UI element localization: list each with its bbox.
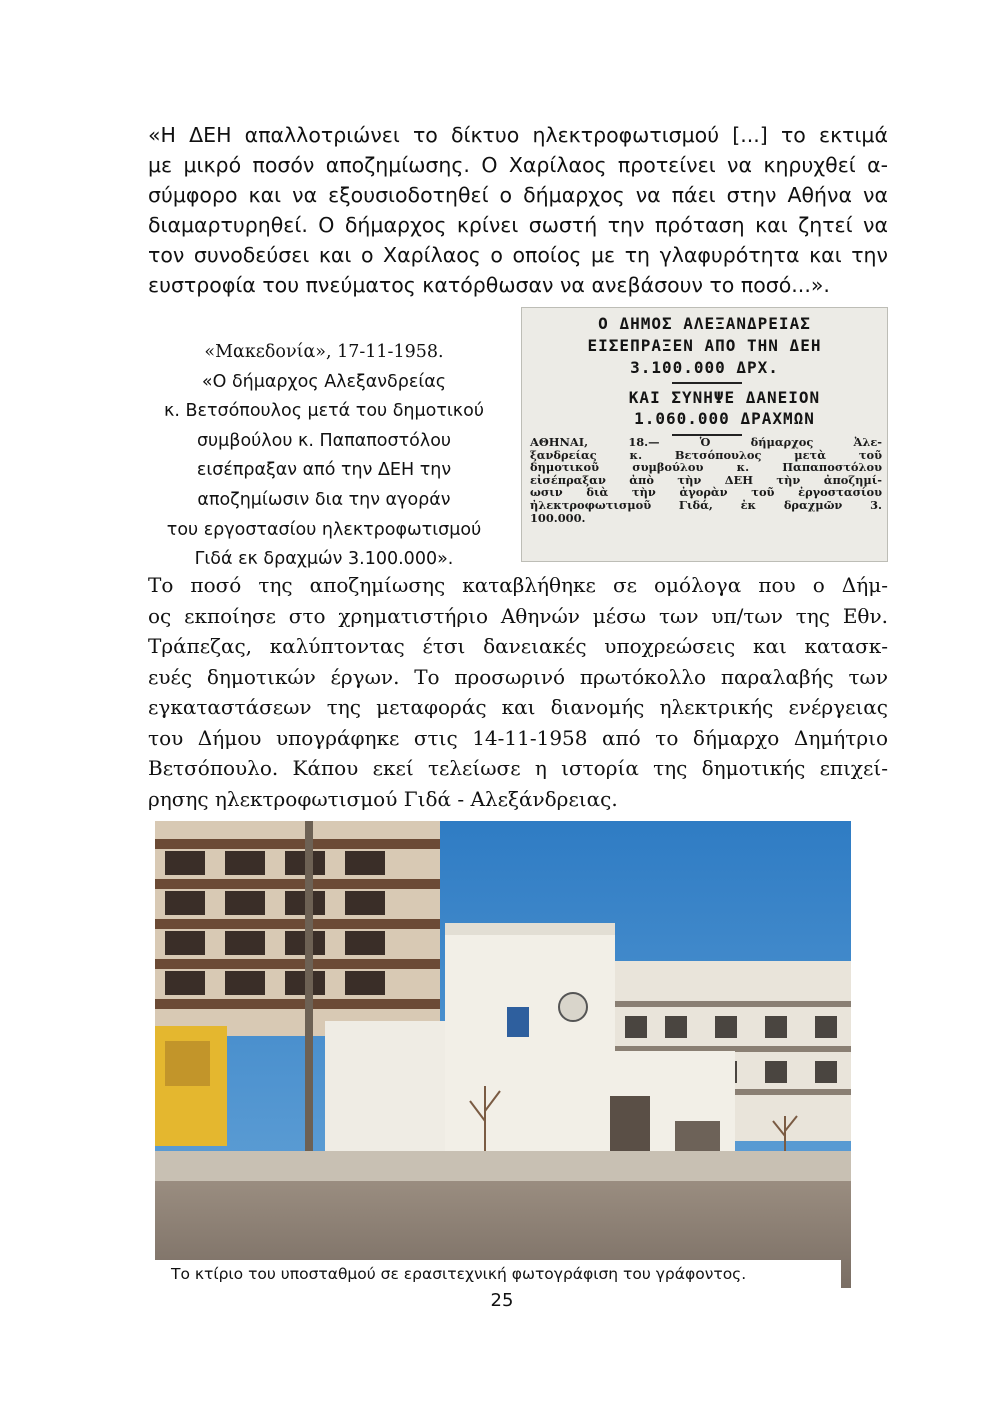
clipping-body-line: δημοτικοῦ συμβούλου κ. Παπαποστόλου bbox=[530, 460, 882, 475]
quote-paragraph bbox=[148, 120, 888, 300]
main-line: Τράπεζας, καλύπτοντας έτσι δανειακές υποχρεώσεις και κατασκ- bbox=[148, 634, 888, 658]
clipping-body-line: ωσιν διὰ τὴν ἀγορὰν τοῦ ἐργοστασίου bbox=[530, 485, 882, 500]
quote-line: ευστροφία του πνεύματος κατόρθωσαν να ανεβάσουν το ποσό...». bbox=[148, 273, 830, 297]
main-paragraph bbox=[148, 570, 888, 814]
caption-line: αποζημίωσιν δια την αγοράν bbox=[197, 489, 451, 510]
clipping-body bbox=[530, 436, 882, 524]
caption-line: εισέπραξαν από την ΔΕΗ την bbox=[196, 460, 452, 481]
main-line: του Δήμου υπογράφηκε στις 14-11-1958 από το δήμαρχο Δημήτριο bbox=[148, 725, 888, 750]
substation-photo-illustration bbox=[155, 821, 851, 1288]
caption-line: «Ο δήμαρχος Αλεξανδρείας bbox=[201, 371, 447, 392]
quote-line: σύμφορο και να εξουσιοδοτηθεί ο δήμαρχος να πάει στην Αθήνα να bbox=[148, 183, 888, 207]
caption-source: «Μακεδονία», 17-11-1958. bbox=[204, 342, 444, 362]
quote-line: τον συνοδεύσει και ο Χαρίλαος ο οποίος με τη γλαφυρότητα και την bbox=[148, 243, 888, 267]
quote-line: διαμαρτυρηθεί. Ο δήμαρχος κρίνει σωστή την πρόταση και ζητεί να bbox=[148, 213, 888, 237]
main-line: ευές δημοτικών έργων. Το προσωρινό πρωτόκολλο παραλαβής των bbox=[148, 664, 888, 689]
clipping-body-line: ἠλεκτροφωτισμοῦ Γιδά, ἐκ δραχμῶν 3. bbox=[530, 497, 882, 512]
clipping-headline-1: Ο ΔΗΜΟΣ ΑΛΕΞΑΝΔΡΕΙΑΣ bbox=[598, 314, 811, 333]
clipping-body-line: εἰσέπραξαν ἀπὸ τὴν ΔΕΗ τὴν ἀποζημί- bbox=[530, 472, 882, 487]
caption-line: του εργοστασίου ηλεκτροφωτισμού bbox=[166, 519, 482, 540]
clipping-headline-3: 3.100.000 ΔΡΧ. bbox=[630, 358, 779, 377]
apartment-block-left bbox=[155, 821, 440, 1036]
main-line: Το ποσό της αποζημίωσης καταβλήθηκε σε ομόλογα που ο Δήμ- bbox=[148, 573, 888, 597]
caption-line: συμβούλου κ. Παπαποστόλου bbox=[196, 430, 452, 451]
caption-line: κ. Βετσόπουλος μετά του δημοτικού bbox=[164, 401, 484, 422]
clipping-headline-5: 1.060.000 ΔΡΑΧΜΩΝ bbox=[634, 409, 815, 428]
clipping-headline-2: ΕΙΣΕΠΡΑΞΕΝ ΑΠΟ ΤΗΝ ΔΕΗ bbox=[587, 336, 822, 355]
main-line: εγκαταστάσεων της μεταφοράς και διανομής ηλεκτρικής ενέργειας bbox=[148, 695, 888, 719]
quote-line: με μικρό ποσόν αποζημίωσης. Ο Χαρίλαος προτείνει να κηρυχθεί α- bbox=[148, 153, 888, 177]
main-line: Βετσόπουλο. Κάπου εκεί τελείωσε η ιστορία της δημοτικής επιχεί- bbox=[148, 756, 888, 780]
page-number: 25 bbox=[490, 1290, 514, 1311]
photo-caption: Το κτίριο του υποσταθμού σε ερασιτεχνική φωτογράφιση του γράφοντος. bbox=[155, 1260, 841, 1288]
clipping-body-line: 100.000. bbox=[530, 510, 586, 525]
quote-line: «Η ΔΕΗ απαλλοτριώνει το δίκτυο ηλεκτροφωτισμού [...] το εκτιμά bbox=[148, 123, 888, 147]
clipping-body-line: ΑΘΗΝΑΙ, 18.— Ὁ δήμαρχος Ἀλε- bbox=[530, 435, 882, 449]
substation-photo bbox=[155, 821, 851, 1288]
main-line: ρησης ηλεκτροφωτισμού Γιδά - Αλεξάνδρειας. bbox=[148, 786, 618, 811]
caption-line: Γιδά εκ δραχμών 3.100.000». bbox=[194, 549, 454, 570]
clipping-headline-4: ΚΑΙ ΣΥΝΗΨΕ ΔΑΝΕΙΟΝ bbox=[628, 388, 821, 407]
clipping-rule bbox=[672, 382, 742, 384]
clipping-caption bbox=[128, 338, 520, 575]
main-line: ος εκποίησε στο χρηματιστήριο Αθηνών μέσω των υπ/των της Εθν. bbox=[148, 603, 888, 628]
clipping-body-line: ξανδρείας κ. Βετσόπουλος μετὰ τοῦ bbox=[530, 447, 882, 462]
newspaper-clipping bbox=[521, 307, 888, 562]
